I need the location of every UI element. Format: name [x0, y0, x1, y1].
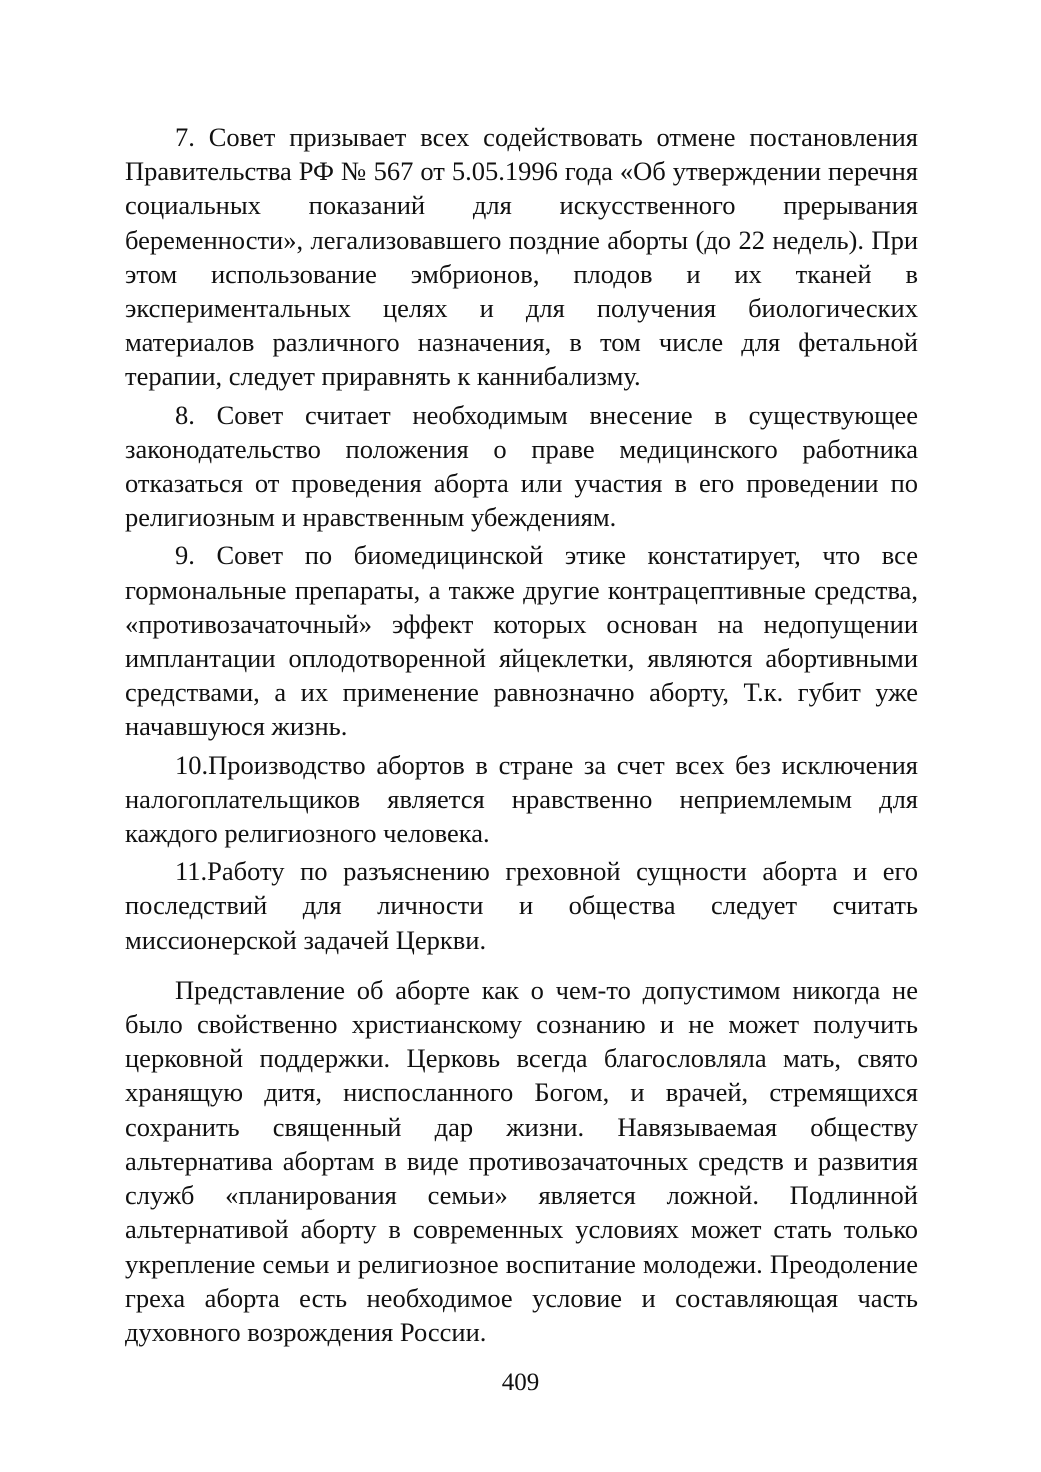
paragraph-item-8: 8. Совет считает необходимым внесение в существующее законодательство положения о праве медицинского работника отказаться от проведения аборта или участия в его проведении по религиозным и нравственным убеждениям.: [125, 399, 918, 533]
paragraph-item-10: 10.Производство абортов в стране за счет всех без исключения налогоплательщиков является нравственно неприемлемым для каждого религиозного человека.: [125, 749, 918, 849]
paragraph-item-7: 7. Совет призывает всех содействовать отмене постановления Правительства РФ № 567 от 5.05.1996 года «Об утверждении перечня социальных показаний для искусственного прерывания беременности», легализовавшего поздние аборты (до 22 недель). При этом использование эмбрионов, плодов и их тканей в экспериментальных целях и для получения биологических материалов различного назначения, в том числе для фетальной терапии, следует приравнять к каннибализму.: [125, 122, 918, 392]
paragraph-item-11: 11.Работу по разъяснению греховной сущности аборта и его последствий для личности и общества следует считать миссионерской задачей Церкви.: [125, 856, 918, 955]
page-body: [125, 120, 918, 1349]
page-number: 409: [501, 1369, 540, 1396]
paragraph-item-9: 9. Совет по биомедицинской этике констатирует, что все гормональные препараты, а также другие контрацептивные средства, «противозачаточный» эффект которых основан на недопущении имплантации оплодотворенной яйцеклетки, являются абортивными средствами, а их применение равнозначно аборту, Т.к. губит уже начавшуюся жизнь.: [125, 540, 918, 742]
paragraph-conclusion: Представление об аборте как о чем-то допустимом никогда не было свойственно христианскому сознанию и не может получить церковной поддержки. Церковь всегда благословляла мать, свято хранящую дитя, ниспосланного Богом, и врачей, стремящихся сохранить священный дар жизни. Навязываемая обществу альтернатива абортам в виде противозачаточных средств и развития служб «планирования семьи» является ложной. Подлинной альтернативой аборту в современных условиях может стать только укрепление семьи и религиозное воспитание молодежи. Преодоление греха аборта есть необходимое условие и составляющая часть духовного возрождения России.: [125, 974, 918, 1347]
